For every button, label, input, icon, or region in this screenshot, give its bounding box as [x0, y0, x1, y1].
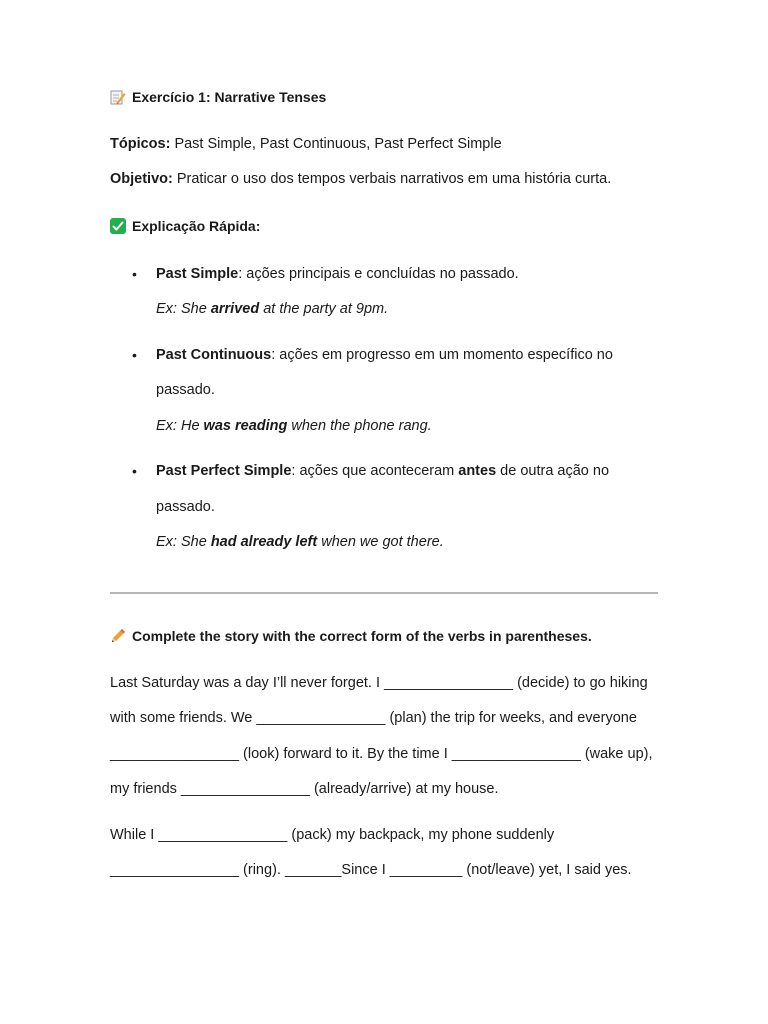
task-title-text: Complete the story with the correct form of the verbs in parentheses.: [132, 628, 592, 644]
example-verb: arrived: [210, 301, 260, 317]
example-past-continuous: [156, 417, 432, 435]
green-check-icon: [110, 218, 126, 234]
objective-label: Objetivo:: [110, 171, 173, 187]
topics-line: [110, 135, 502, 153]
list-item-past-perfect: [156, 462, 609, 480]
story-line-5: While I ________________ (pack) my backpack, my phone suddenly: [110, 827, 555, 843]
definition-continued: passado.: [156, 382, 215, 398]
objective-text: Praticar o uso dos tempos verbais narrativos em uma história curta.: [172, 171, 612, 187]
definition-continued: passado.: [156, 499, 215, 515]
example-verb: was reading: [203, 418, 288, 434]
example-prefix: Ex: She: [156, 534, 211, 550]
list-item-past-continuous: [156, 346, 613, 364]
term: Past Perfect Simple: [156, 463, 292, 479]
topics-text: Past Simple, Past Continuous, Past Perfect Simple: [170, 136, 502, 152]
story-line-6: ________________ (ring). _______Since I _________ (not/leave) yet, I said yes.: [110, 862, 632, 878]
example-past-simple: [156, 300, 388, 318]
example-prefix: Ex: She: [156, 301, 211, 317]
example-prefix: Ex: He: [156, 418, 204, 434]
example-past-perfect: [156, 533, 444, 551]
list-item-past-simple: [156, 265, 519, 283]
definition-rest: de outra ação no: [496, 463, 610, 479]
explanation-title-text: Explicação Rápida:: [132, 218, 261, 234]
example-verb: had already left: [210, 534, 318, 550]
objective-line: [110, 170, 611, 188]
explanation-title: [110, 217, 260, 235]
definition-emphasis: antes: [458, 463, 497, 479]
term: Past Continuous: [156, 347, 272, 363]
memo-pencil-icon: [110, 89, 126, 105]
example-suffix: when the phone rang.: [287, 418, 432, 434]
definition: : ações em progresso em um momento específico no: [271, 347, 613, 363]
story-line-2: with some friends. We ________________ (plan) the trip for weeks, and everyone: [110, 710, 637, 726]
bullet-dot: •: [132, 266, 137, 282]
story-line-4: my friends ________________ (already/arrive) at my house.: [110, 781, 499, 797]
exercise-title: [110, 88, 326, 106]
example-suffix: at the party at 9pm.: [259, 301, 389, 317]
task-title: [110, 627, 592, 645]
pencil-icon: [110, 628, 126, 644]
bullet-dot: •: [132, 463, 137, 479]
section-divider: [110, 592, 658, 594]
story-line-3: ________________ (look) forward to it. By the time I ________________ (wake up),: [110, 746, 653, 762]
example-suffix: when we got there.: [317, 534, 444, 550]
exercise-title-text: Exercício 1: Narrative Tenses: [132, 89, 327, 105]
definition: : ações principais e concluídas no passado.: [238, 266, 519, 282]
bullet-dot: •: [132, 347, 137, 363]
definition: : ações que aconteceram: [291, 463, 459, 479]
term: Past Simple: [156, 266, 239, 282]
story-line-1: Last Saturday was a day I’ll never forget. I ________________ (decide) to go hiking: [110, 675, 648, 691]
topics-label: Tópicos:: [110, 136, 171, 152]
